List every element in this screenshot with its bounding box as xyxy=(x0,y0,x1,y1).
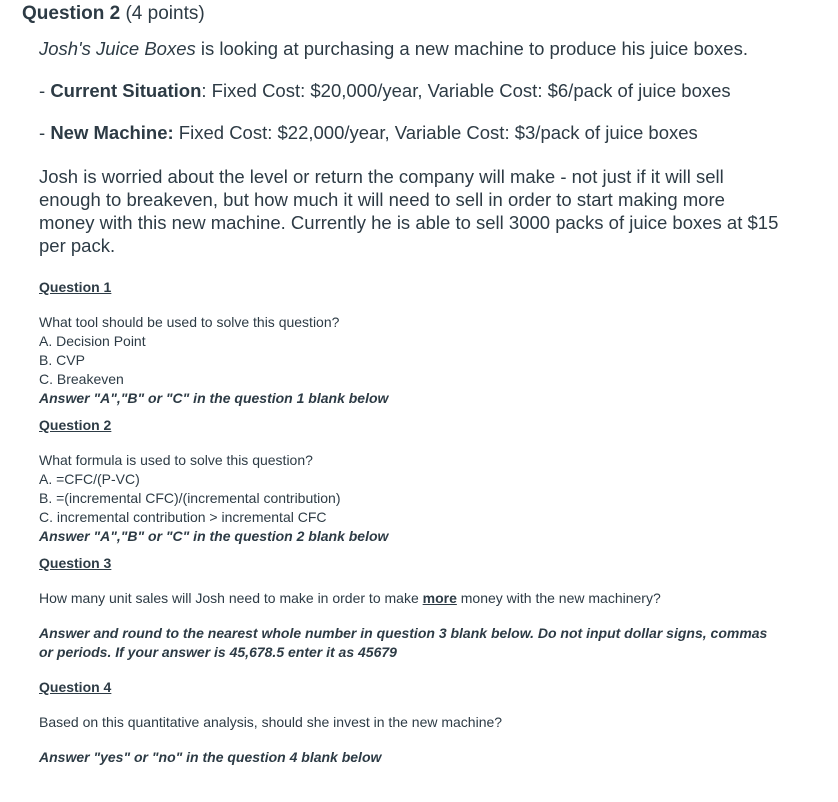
company-name: Josh's Juice Boxes xyxy=(39,38,196,59)
q1-prompt: What tool should be used to solve this question? xyxy=(39,314,340,330)
q4-prompt: Based on this quantitative analysis, should she invest in the new machine? xyxy=(39,714,503,730)
current-situation-line: - Current Situation: Fixed Cost: $20,000/year, Variable Cost: $6/pack of juice boxes xyxy=(39,80,731,101)
q3-prompt xyxy=(39,589,779,608)
q2-option-c: C. incremental contribution > incremental CFC xyxy=(39,509,327,525)
current-situation-label: Current Situation xyxy=(50,80,202,101)
intro-paragraph xyxy=(39,37,779,60)
question-title: Question 2 xyxy=(22,3,121,24)
q3-prompt-end: money with the new machinery? xyxy=(456,590,661,606)
q1-option-b: B. CVP xyxy=(39,352,85,368)
q3-prompt-start: How many unit sales will Josh need to make in order to make xyxy=(39,590,423,606)
intro-text: is looking at purchasing a new machine to produce his juice boxes. xyxy=(195,38,748,59)
q2-heading: Question 2 xyxy=(39,417,112,433)
q2-instruction: Answer "A","B" or "C" in the question 2 blank below xyxy=(39,528,389,544)
q3-instruction: Answer and round to the nearest whole number in question 3 blank below. Do not input dollar signs, commas or periods. If your answer is 45,678.5 enter it as 45679 xyxy=(39,625,768,660)
q2-option-b: B. =(incremental CFC)/(incremental contribution) xyxy=(39,490,341,506)
q4-instruction: Answer "yes" or "no" in the question 4 blank below xyxy=(39,749,382,765)
current-situation-text: : Fixed Cost: $20,000/year, Variable Cost: $6/pack of juice boxes xyxy=(201,80,731,101)
q3-heading: Question 3 xyxy=(39,555,112,571)
q2-prompt: What formula is used to solve this question? xyxy=(39,452,313,468)
new-machine-text: Fixed Cost: $22,000/year, Variable Cost: $3/pack of juice boxes xyxy=(173,122,698,143)
q3-prompt-emphasis: more xyxy=(422,590,457,606)
q4-heading: Question 4 xyxy=(39,679,112,695)
q1-heading: Question 1 xyxy=(39,279,112,295)
question-points: (4 points) xyxy=(125,3,205,24)
new-machine-line: - New Machine: Fixed Cost: $22,000/year, Variable Cost: $3/pack of juice boxes xyxy=(39,122,698,143)
question-header xyxy=(22,3,205,25)
worry-paragraph: Josh is worried about the level or return the company will make - not just if it will sell enough to breakeven, but how much it will need to sell in order to start making more money with this new machine. Currently he is able to sell 3000 packs of juice boxes at $15 per pack. xyxy=(39,166,779,256)
new-machine-label: New Machine: xyxy=(50,122,174,143)
q1-option-c: C. Breakeven xyxy=(39,371,124,387)
q1-instruction: Answer "A","B" or "C" in the question 1 blank below xyxy=(39,390,389,406)
q1-option-a: A. Decision Point xyxy=(39,333,146,349)
question-body xyxy=(39,37,779,767)
q2-option-a: A. =CFC/(P-VC) xyxy=(39,471,140,487)
